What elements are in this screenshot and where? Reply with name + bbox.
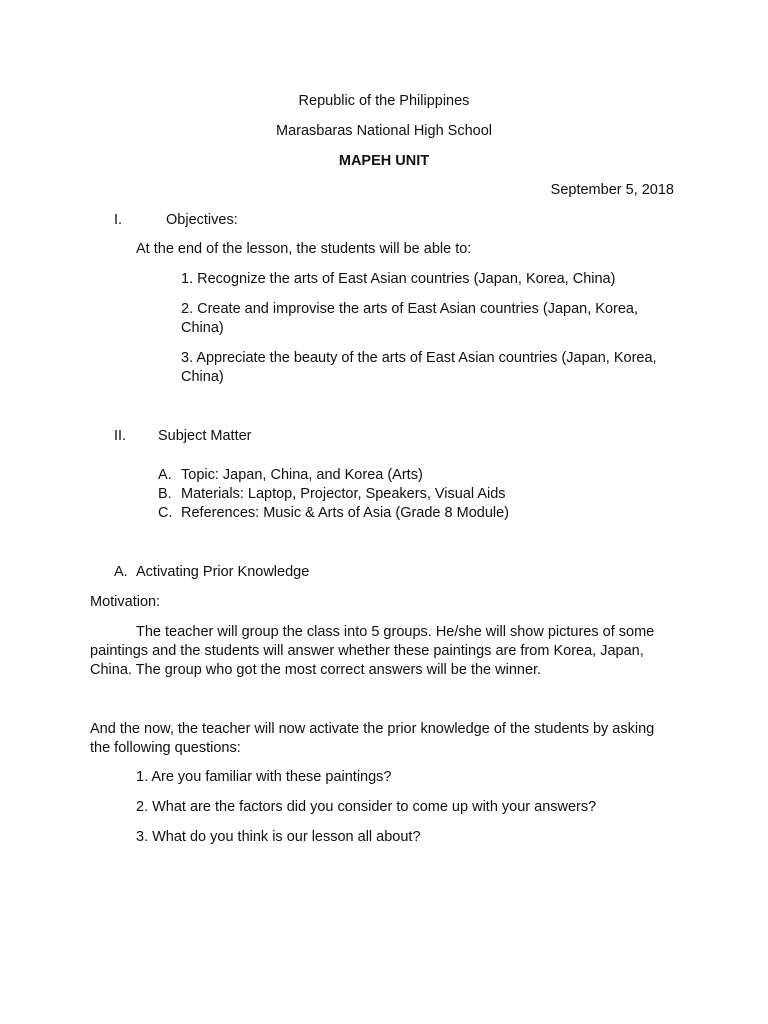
motivation-label: Motivation: [90,594,161,610]
motivation-paragraph-line: paintings and the students will answer whether these paintings are from Korea, Japan, [90,643,644,659]
motivation-paragraph-line: China. The group who got the most correct answers will be the winner. [90,662,542,678]
objective-item: 2. Create and improvise the arts of East Asian countries (Japan, Korea, [181,301,638,317]
motivation-paragraph-line: The teacher will group the class into 5 groups. He/she will show pictures of some [136,624,655,640]
objective-item: 3. Appreciate the beauty of the arts of East Asian countries (Japan, Korea, [181,350,657,366]
activating-letter: A. [114,564,128,580]
question-item: 3. What do you think is our lesson all about? [136,829,421,845]
activating-heading: Activating Prior Knowledge [136,564,310,580]
subject-item-letter: C. [158,505,173,521]
subject-item-letter: B. [158,486,172,502]
subject-item-text: Materials: Laptop, Projector, Speakers, Visual Aids [181,486,506,502]
question-item: 1. Are you familiar with these paintings? [136,769,392,785]
objectives-intro: At the end of the lesson, the students will be able to: [136,241,472,257]
subject-item-letter: A. [158,467,172,483]
subject-matter-numeral: II. [114,428,127,444]
subject-matter-heading: Subject Matter [158,428,252,444]
prior-knowledge-paragraph-line: the following questions: [90,740,241,756]
question-item: 2. What are the factors did you consider to come up with your answers? [136,799,597,815]
header-republic: Republic of the Philippines [298,93,470,109]
objectives-heading: Objectives: [166,212,238,228]
header-unit: MAPEH UNIT [338,153,430,169]
objective-item: 1. Recognize the arts of East Asian countries (Japan, Korea, China) [181,271,616,287]
subject-item-text: Topic: Japan, China, and Korea (Arts) [181,467,423,483]
subject-item-text: References: Music & Arts of Asia (Grade 8 Module) [181,505,509,521]
objective-item-continued: China) [181,369,224,385]
header-school: Marasbaras National High School [276,123,492,139]
prior-knowledge-paragraph-line: And the now, the teacher will now activate the prior knowledge of the students by asking [90,721,655,737]
objective-item-continued: China) [181,320,224,336]
objectives-numeral: I. [114,212,123,228]
document-date: September 5, 2018 [550,182,674,198]
